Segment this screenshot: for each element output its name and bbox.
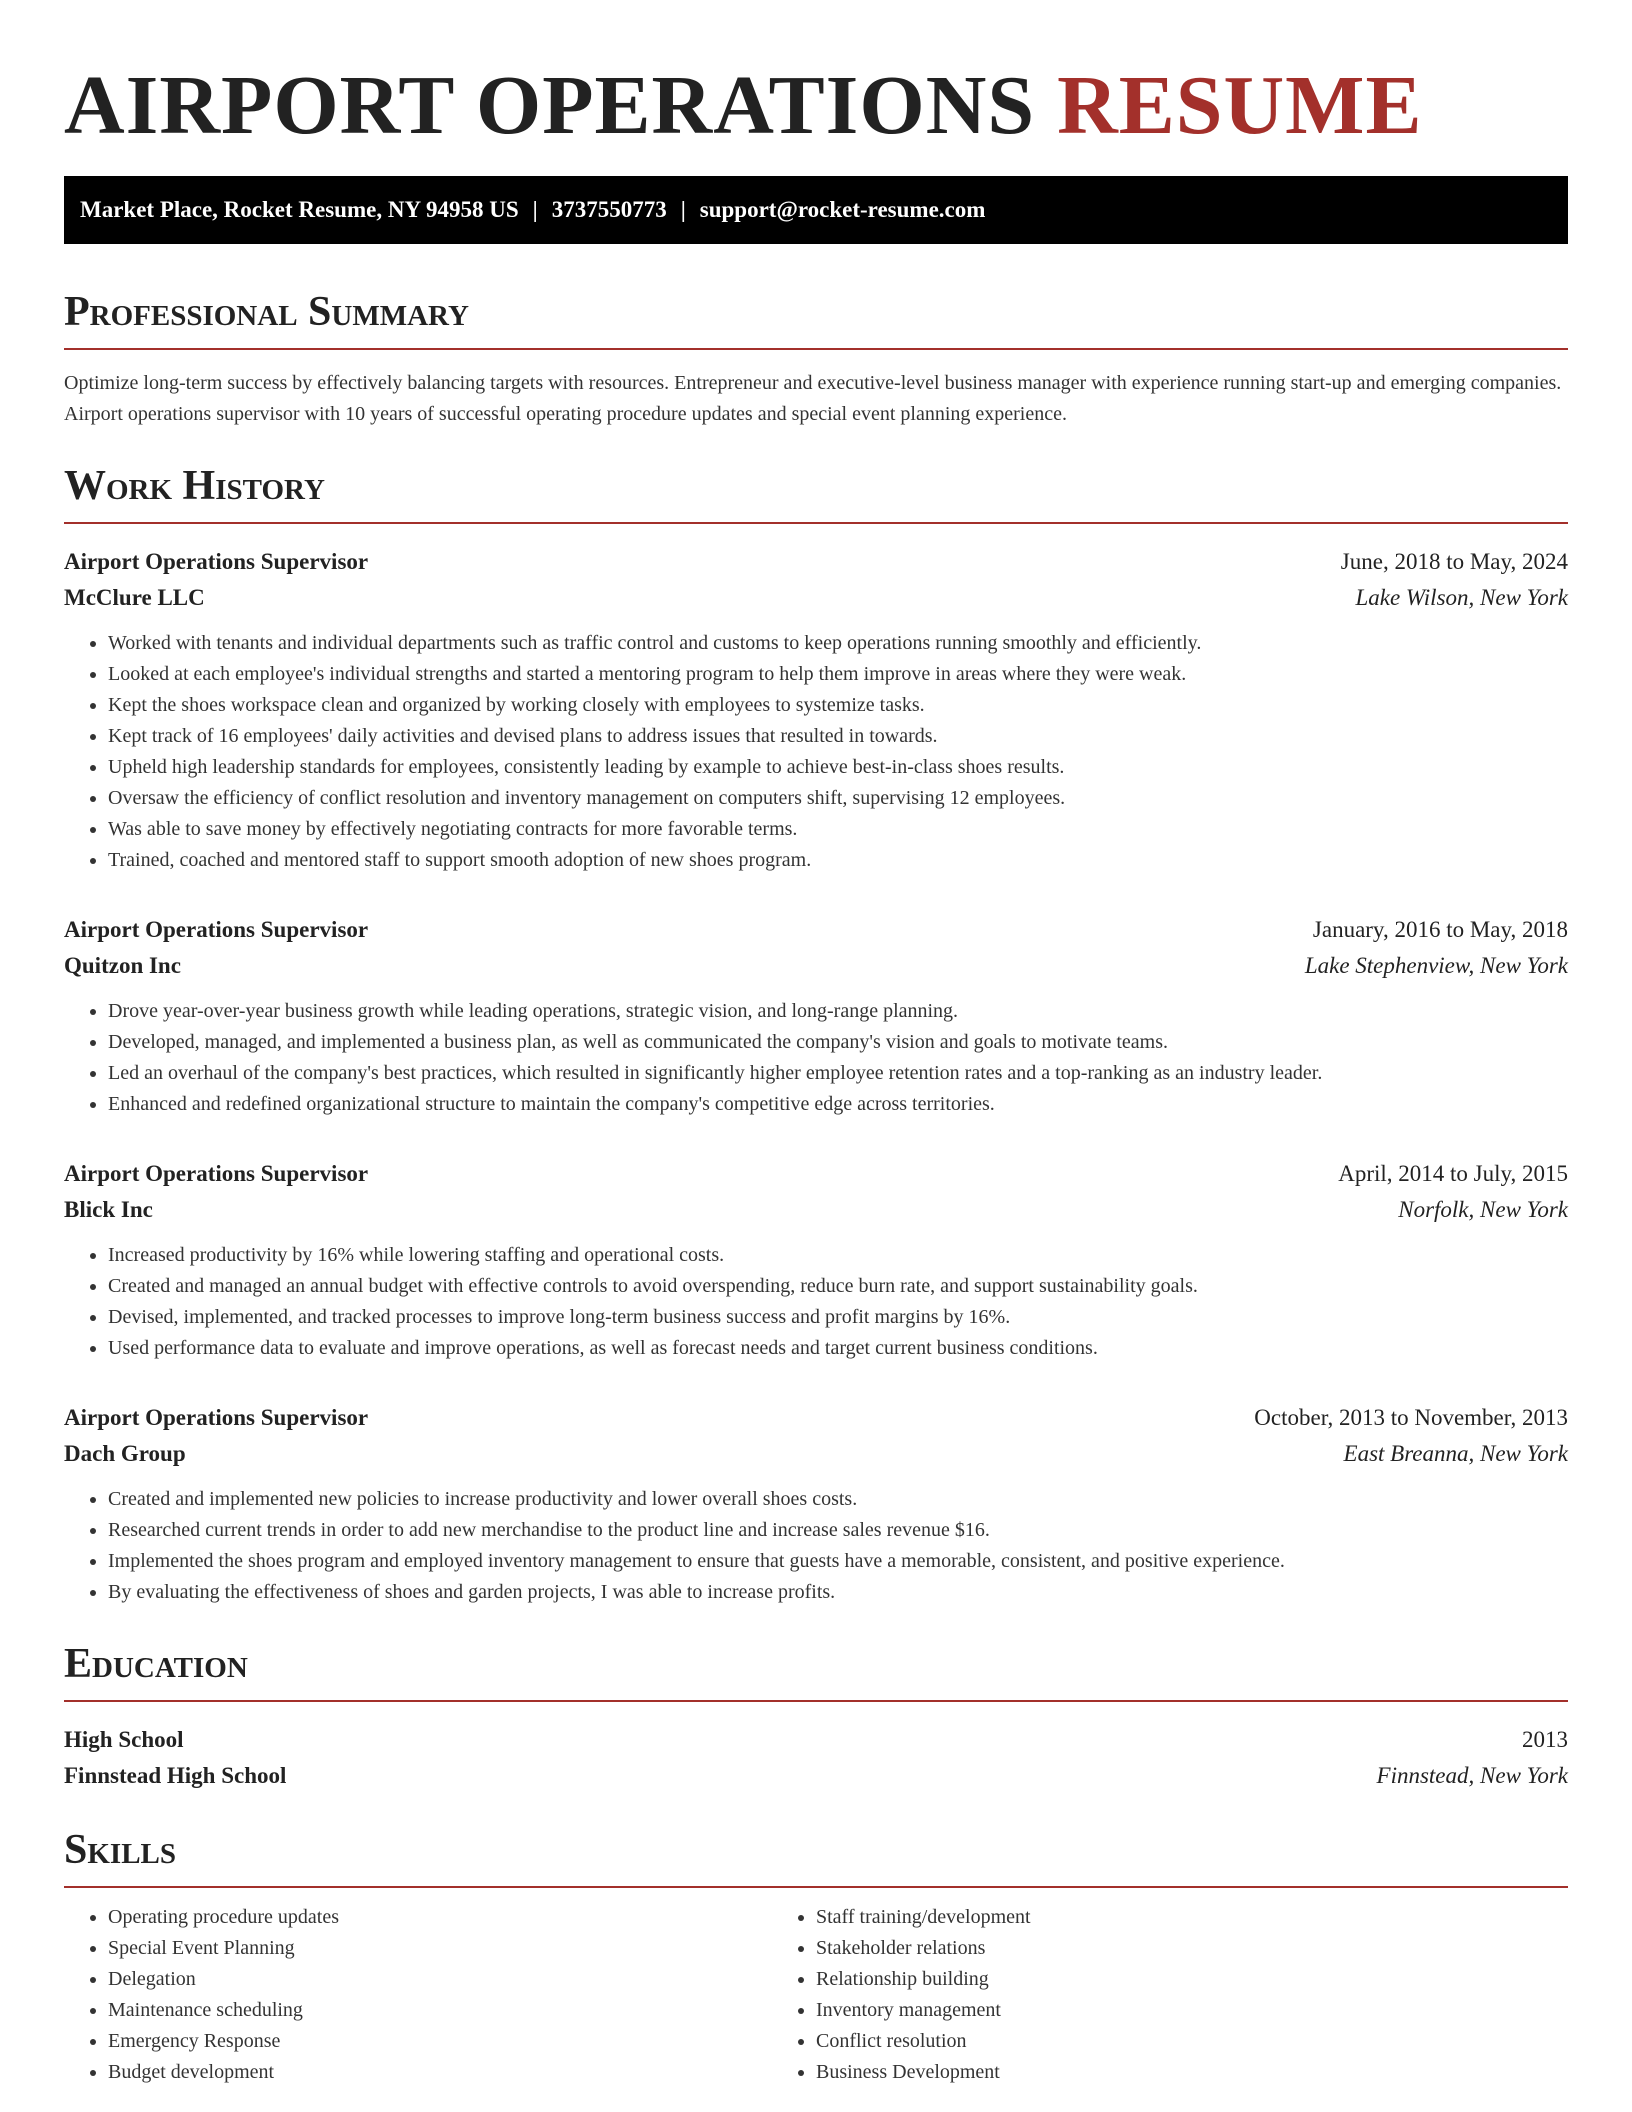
job-title: Airport Operations Supervisor (64, 917, 369, 942)
resume-page (64, 0, 1568, 2088)
job-company: Quitzon Inc (64, 953, 181, 978)
job-bullet: • Devised, implemented, and tracked processes to improve long-term business success and profit margins by 16%. (108, 1302, 1568, 1333)
job-company: Blick Inc (64, 1197, 153, 1222)
education-year: 2013 (1522, 1727, 1568, 1752)
skill-item: • Conflict resolution (816, 2026, 1480, 2057)
education-location: Finnstead, New York (1376, 1763, 1568, 1788)
job-bullets (64, 628, 1568, 876)
job-dates: January, 2016 to May, 2018 (1312, 917, 1568, 942)
job-bullet: • Oversaw the efficiency of conflict resolution and inventory management on computers shift, supervising 12 employees. (108, 783, 1568, 814)
job-bullet: • Worked with tenants and individual departments such as traffic control and customs to keep operations running smoothly and efficiently. (108, 628, 1568, 659)
job-location: Norfolk, New York (1398, 1197, 1568, 1222)
contact-address: Market Place, Rocket Resume, NY 94958 US (80, 197, 519, 222)
skill-item: • Special Event Planning (108, 1933, 772, 1964)
skill-item: • Inventory management (816, 1995, 1480, 2026)
job-bullet: • Created and implemented new policies to increase productivity and lower overall shoes costs. (108, 1484, 1568, 1515)
education-degree: High School (64, 1727, 184, 1752)
job-company: Dach Group (64, 1441, 186, 1466)
title-accent: RESUME (1057, 59, 1423, 152)
contact-email: support@rocket-resume.com (699, 197, 986, 222)
job-bullets (64, 996, 1568, 1120)
job-bullet: • Used performance data to evaluate and improve operations, as well as forecast needs and target current business conditions. (108, 1333, 1568, 1364)
job-bullet: • Researched current trends in order to add new merchandise to the product line and increase sales revenue $16. (108, 1515, 1568, 1546)
skill-item: • Business Development (816, 2057, 1480, 2088)
job-bullet: • Was able to save money by effectively negotiating contracts for more favorable terms. (108, 814, 1568, 845)
contact-separator: | (680, 197, 686, 222)
job-bullet: • Developed, managed, and implemented a business plan, as well as communicated the company's vision and goals to motivate teams. (108, 1027, 1568, 1058)
job-title: Airport Operations Supervisor (64, 549, 369, 574)
section-heading-skills: Skills (64, 1826, 1568, 1888)
resume-title (64, 60, 1568, 152)
job-dates: October, 2013 to November, 2013 (1254, 1405, 1568, 1430)
job-location: Lake Stephenview, New York (1304, 953, 1568, 978)
skill-item: • Emergency Response (108, 2026, 772, 2057)
skill-item: • Stakeholder relations (816, 1933, 1480, 1964)
job-bullet: • Drove year-over-year business growth while leading operations, strategic vision, and long-range planning. (108, 996, 1568, 1027)
skills-list-left (64, 1902, 772, 2088)
job-title: Airport Operations Supervisor (64, 1405, 369, 1430)
section-heading-summary: Professional Summary (64, 288, 1568, 350)
job-bullet: • Created and managed an annual budget with effective controls to avoid overspending, reduce burn rate, and support sustainability goals. (108, 1271, 1568, 1302)
contact-phone: 3737550773 (551, 197, 667, 222)
education-entry (64, 1722, 1568, 1794)
skill-item: • Maintenance scheduling (108, 1995, 772, 2026)
skills-list-right (772, 1902, 1480, 2088)
job-bullet: • Enhanced and redefined organizational structure to maintain the company's competitive edge across territories. (108, 1089, 1568, 1120)
job-dates: June, 2018 to May, 2024 (1340, 549, 1568, 574)
job-bullet: • Looked at each employee's individual strengths and started a mentoring program to help them improve in areas where they were weak. (108, 659, 1568, 690)
title-main: AIRPORT OPERATIONS (64, 59, 1036, 152)
job-location: Lake Wilson, New York (1355, 585, 1568, 610)
job-bullet: • Implemented the shoes program and employed inventory management to ensure that guests have a memorable, consistent, and positive experience. (108, 1546, 1568, 1577)
section-heading-education: Education (64, 1640, 1568, 1702)
job-bullet: • Kept track of 16 employees' daily activities and devised plans to address issues that resulted in towards. (108, 721, 1568, 752)
job-bullet: • By evaluating the effectiveness of shoes and garden projects, I was able to increase profits. (108, 1577, 1568, 1608)
job-location: East Breanna, New York (1343, 1441, 1568, 1466)
section-heading-work-history: Work History (64, 462, 1568, 524)
job-bullets (64, 1484, 1568, 1608)
skill-item: • Operating procedure updates (108, 1902, 772, 1933)
job-bullet: • Led an overhaul of the company's best practices, which resulted in significantly higher employee retention rates and a top-ranking as an industry leader. (108, 1058, 1568, 1089)
job-bullet: • Upheld high leadership standards for employees, consistently leading by example to achieve best-in-class shoes results. (108, 752, 1568, 783)
job-title: Airport Operations Supervisor (64, 1161, 369, 1186)
skill-item: • Relationship building (816, 1964, 1480, 1995)
skill-item: • Staff training/development (816, 1902, 1480, 1933)
education-school: Finnstead High School (64, 1763, 287, 1788)
job-bullet: • Increased productivity by 16% while lowering staffing and operational costs. (108, 1240, 1568, 1271)
summary-text: Optimize long-term success by effectively balancing targets with resources. Entrepreneur and executive-level business manager with experience running start-up and emerging companies. Airport operations supervisor with 10 years of successful operating procedure updates and special event planning experience. (64, 372, 1562, 425)
contact-separator: | (532, 197, 538, 222)
job-entry (64, 544, 1568, 876)
job-dates: April, 2014 to July, 2015 (1338, 1161, 1568, 1186)
job-bullet: • Trained, coached and mentored staff to support smooth adoption of new shoes program. (108, 845, 1568, 876)
skills-grid (64, 1902, 1568, 2088)
job-entry (64, 1400, 1568, 1608)
contact-bar (64, 176, 1568, 244)
job-entry (64, 1156, 1568, 1364)
job-bullets (64, 1240, 1568, 1364)
job-entry (64, 912, 1568, 1120)
job-bullet: • Kept the shoes workspace clean and organized by working closely with employees to systemize tasks. (108, 690, 1568, 721)
skill-item: • Delegation (108, 1964, 772, 1995)
skill-item: • Budget development (108, 2057, 772, 2088)
job-company: McClure LLC (64, 585, 205, 610)
